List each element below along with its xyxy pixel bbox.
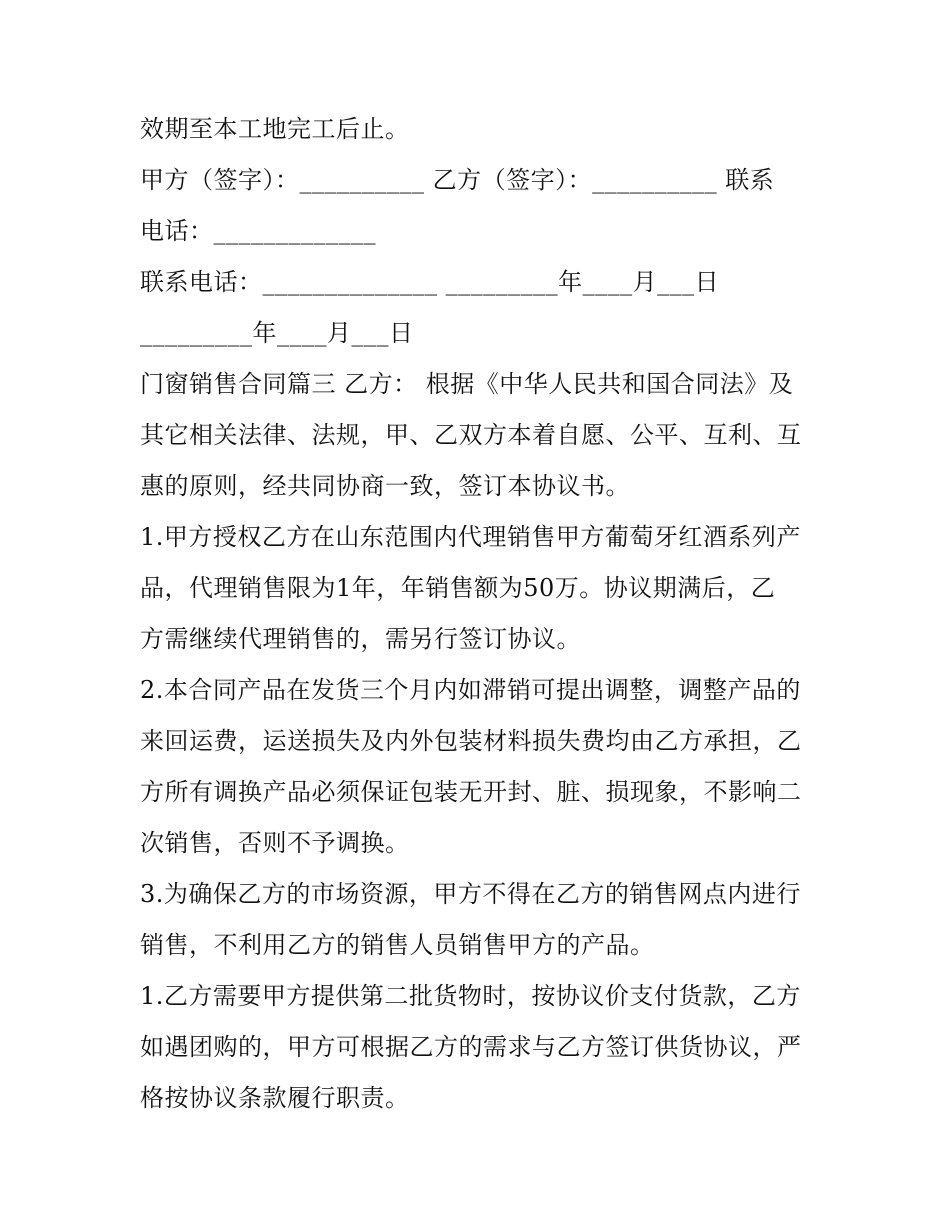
text-line: _________年____月___日 bbox=[140, 319, 414, 347]
text-line: 门窗销售合同篇三 乙方： 根据《中华人民共和国合同法》及 bbox=[140, 370, 794, 398]
text-line: 销售，不利用乙方的销售人员销售甲方的产品。 bbox=[140, 931, 655, 959]
text-line: 甲方（签字）：__________ 乙方（签字）：__________ 联系 bbox=[140, 166, 775, 194]
text-line: 3.为确保乙方的市场资源，甲方不得在乙方的销售网点内进行 bbox=[140, 880, 801, 908]
text-line: 2.本合同产品在发货三个月内如滞销可提出调整，调整产品的 bbox=[140, 676, 801, 704]
document-body bbox=[140, 104, 820, 1124]
text-line: 效期至本工地完工后止。 bbox=[140, 115, 410, 143]
text-line: 1.甲方授权乙方在山东范围内代理销售甲方葡萄牙红酒系列产 bbox=[140, 523, 801, 551]
text-line: 1.乙方需要甲方提供第二批货物时，按协议价支付货款，乙方 bbox=[140, 982, 801, 1010]
text-line: 方所有调换产品必须保证包装无开封、脏、损现象，不影响二 bbox=[140, 778, 802, 806]
text-line: 其它相关法律、法规，甲、乙双方本着自愿、公平、互利、互 bbox=[140, 421, 802, 449]
text-line: 联系电话：______________ _________年____月___日 bbox=[140, 268, 720, 296]
text-line: 来回运费，运送损失及内外包装材料损失费均由乙方承担，乙 bbox=[140, 727, 802, 755]
text-line: 次销售，否则不予调换。 bbox=[140, 829, 410, 857]
text-line: 电话：_____________ bbox=[140, 217, 376, 245]
text-line: 格按协议条款履行职责。 bbox=[140, 1084, 410, 1112]
text-line: 惠的原则，经共同协商一致，签订本协议书。 bbox=[140, 472, 630, 500]
text-line: 如遇团购的，甲方可根据乙方的需求与乙方签订供货协议，严 bbox=[140, 1033, 802, 1061]
text-line: 方需继续代理销售的，需另行签订协议。 bbox=[140, 625, 581, 653]
text-line: 品，代理销售限为1年，年销售额为50万。协议期满后，乙 bbox=[140, 574, 776, 602]
